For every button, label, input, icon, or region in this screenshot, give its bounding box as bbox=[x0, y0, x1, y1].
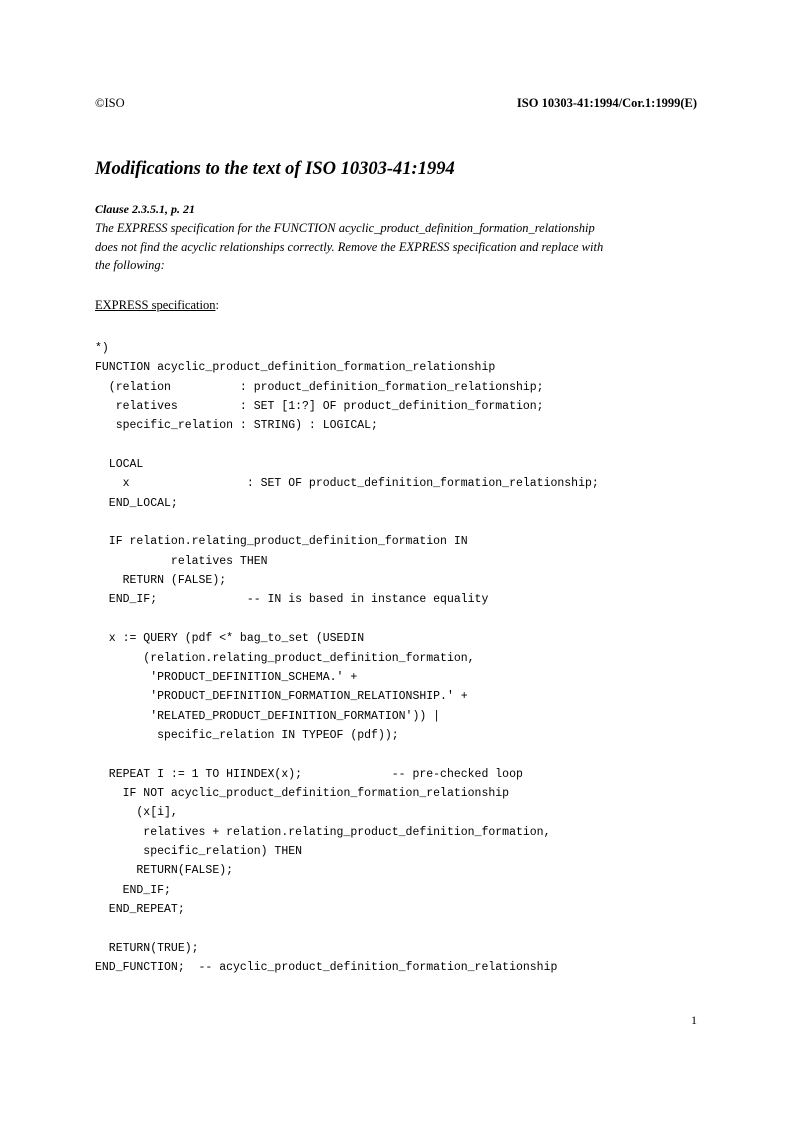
code-line bbox=[95, 513, 599, 532]
code-line: relatives : SET [1:?] OF product_definition_formation; bbox=[95, 400, 544, 414]
paragraph-line: does not find the acyclic relationships correctly. Remove the EXPRESS specification and replace with bbox=[95, 239, 604, 254]
code-line: 'PRODUCT_DEFINITION_FORMATION_RELATIONSHIP.' + bbox=[95, 690, 468, 704]
page-number: 1 bbox=[691, 1013, 697, 1027]
copyright-header: ©ISO bbox=[95, 96, 125, 110]
code-line: END_FUNCTION; -- acyclic_product_definition_formation_relationship bbox=[95, 961, 558, 974]
paragraph-line: The EXPRESS specification for the FUNCTION acyclic_product_definition_formation_relationship bbox=[95, 221, 595, 235]
modification-paragraph bbox=[95, 219, 700, 275]
code-line: specific_relation) THEN bbox=[95, 844, 303, 858]
code-line: (relation : product_definition_formation_relationship; bbox=[95, 380, 544, 394]
code-line: x : SET OF product_definition_formation_relationship; bbox=[95, 477, 599, 491]
code-line: *) bbox=[95, 342, 109, 355]
code-line: RETURN(FALSE); bbox=[95, 864, 234, 878]
clause-reference: Clause 2.3.5.1, p. 21 bbox=[95, 202, 196, 216]
express-specification-heading: EXPRESS specification bbox=[95, 298, 216, 312]
code-line: (relation.relating_product_definition_formation, bbox=[95, 651, 475, 665]
code-line bbox=[95, 919, 599, 938]
code-line bbox=[95, 745, 599, 764]
code-line: IF relation.relating_product_definition_formation IN bbox=[95, 535, 468, 549]
code-line bbox=[95, 436, 599, 455]
express-specification-label bbox=[95, 298, 219, 313]
code-line bbox=[95, 610, 599, 629]
code-line: LOCAL bbox=[95, 458, 144, 472]
code-line: RETURN(TRUE); bbox=[95, 941, 199, 955]
express-specification-colon: : bbox=[215, 298, 219, 312]
standard-designation-header: ISO 10303-41:1994/Cor.1:1999(E) bbox=[516, 96, 697, 110]
code-line: REPEAT I := 1 TO HIINDEX(x); -- pre-checked loop bbox=[95, 767, 523, 781]
code-line: 'PRODUCT_DEFINITION_SCHEMA.' + bbox=[95, 670, 358, 684]
code-line: specific_relation IN TYPEOF (pdf)); bbox=[95, 728, 399, 742]
code-line: END_IF; -- IN is based in instance equality bbox=[95, 593, 489, 607]
code-line: FUNCTION acyclic_product_definition_formation_relationship bbox=[95, 361, 496, 375]
code-line: x := QUERY (pdf <* bag_to_set (USEDIN bbox=[95, 632, 365, 646]
code-line: END_IF; bbox=[95, 883, 171, 897]
paragraph-line: the following: bbox=[95, 258, 165, 272]
code-line: 'RELATED_PRODUCT_DEFINITION_FORMATION')) | bbox=[95, 709, 441, 723]
express-code-block bbox=[95, 339, 599, 977]
code-line: END_REPEAT; bbox=[95, 902, 185, 916]
code-line: relatives THEN bbox=[95, 554, 268, 568]
page-title: Modifications to the text of ISO 10303-41:1994 bbox=[95, 159, 455, 179]
code-line: relatives + relation.relating_product_definition_formation, bbox=[95, 825, 551, 839]
code-line: END_LOCAL; bbox=[95, 496, 178, 510]
code-line: specific_relation : STRING) : LOGICAL; bbox=[95, 419, 378, 433]
code-line: IF NOT acyclic_product_definition_formation_relationship bbox=[95, 786, 510, 800]
code-line: RETURN (FALSE); bbox=[95, 574, 227, 588]
code-line: (x[i], bbox=[95, 806, 178, 820]
